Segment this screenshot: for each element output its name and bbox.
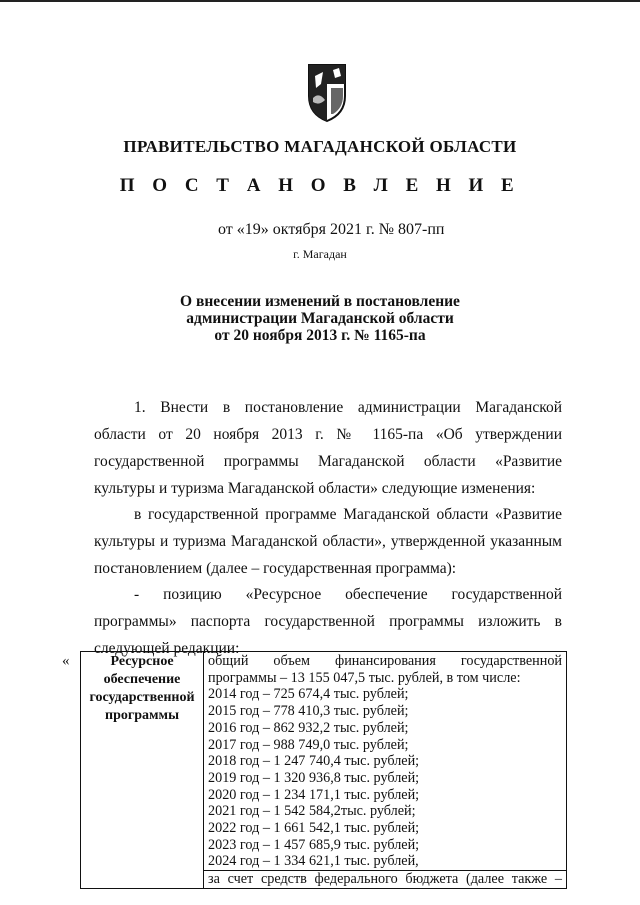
funding-year-line: 2016 год – 862 932,2 тыс. рублей; bbox=[208, 719, 409, 736]
body-paragraph-3: - позицию «Ресурсное обеспечение государственной программы» паспорта государственной программы изложить в следующей редакции: bbox=[94, 586, 562, 657]
label-line: программы bbox=[105, 708, 179, 723]
subject-line: от 20 ноября 2013 г. № 1165-па bbox=[214, 327, 426, 344]
federal-budget-line: за счет средств федерального бюджета (далее также – bbox=[204, 870, 566, 888]
funding-year-line: 2021 год – 1 542 584,2тыс. рублей; bbox=[208, 803, 416, 820]
funding-year-line: 2023 год – 1 457 685,9 тыс. рублей; bbox=[208, 836, 420, 853]
funding-year-line: 2019 год – 1 320 936,8 тыс. рублей; bbox=[208, 769, 420, 786]
document-type: П О С Т А Н О В Л Е Н И Е bbox=[119, 175, 521, 196]
subject-line: О внесении изменений в постановление bbox=[180, 293, 460, 310]
document-date-number: от «19» октября 2021 г. № 807-пп bbox=[218, 221, 445, 238]
document-subject bbox=[0, 293, 640, 344]
body-paragraph-2: в государственной программе Магаданской области «Развитие культуры и туризма Магаданской области», утвержденной указанным постановлением (далее – государственная программа): bbox=[94, 506, 562, 577]
funding-year-line: 2024 год – 1 334 621,1 тыс. рублей, bbox=[208, 853, 419, 870]
funding-year-line: 2018 год – 1 247 740,4 тыс. рублей; bbox=[208, 753, 420, 770]
subject-line: администрации Магаданской области bbox=[186, 310, 454, 327]
document-city: г. Магадан bbox=[293, 247, 347, 261]
funding-year-line: 2020 год – 1 234 171,1 тыс. рублей; bbox=[208, 786, 420, 803]
body-paragraph-1: 1. Внести в постановление администрации Магаданской области от 20 ноября 2013 г. № 1165-па «Об утверждении государственной программы Магаданской области «Развитие культуры и туризма Магаданской области» следующие изменения: bbox=[94, 399, 562, 497]
funding-year-line: 2015 год – 778 410,3 тыс. рублей; bbox=[208, 703, 409, 720]
funding-year-line: 2014 год – 725 674,4 тыс. рублей; bbox=[208, 686, 409, 703]
funding-intro-line: общий объем финансирования государственной bbox=[208, 653, 562, 669]
label-line: обеспечение bbox=[103, 672, 181, 687]
funding-intro-line: программы – 13 155 047,5 тыс. рублей, в том числе: bbox=[208, 669, 521, 686]
top-page-rule bbox=[0, 0, 640, 2]
funding-year-line: 2017 год – 988 749,0 тыс. рублей; bbox=[208, 736, 409, 753]
resource-content-cell bbox=[204, 652, 567, 889]
label-line: государственной bbox=[89, 690, 195, 705]
opening-quote-mark: « bbox=[62, 653, 70, 669]
magadan-coat-of-arms-icon bbox=[303, 62, 351, 124]
funding-year-line: 2022 год – 1 661 542,1 тыс. рублей; bbox=[208, 820, 420, 837]
table-row bbox=[81, 652, 567, 889]
label-line: Ресурсное bbox=[110, 654, 174, 669]
resource-provision-table bbox=[80, 651, 567, 889]
resource-label-cell bbox=[81, 652, 204, 889]
government-title: ПРАВИТЕЛЬСТВО МАГАДАНСКОЙ ОБЛАСТИ bbox=[123, 137, 517, 156]
